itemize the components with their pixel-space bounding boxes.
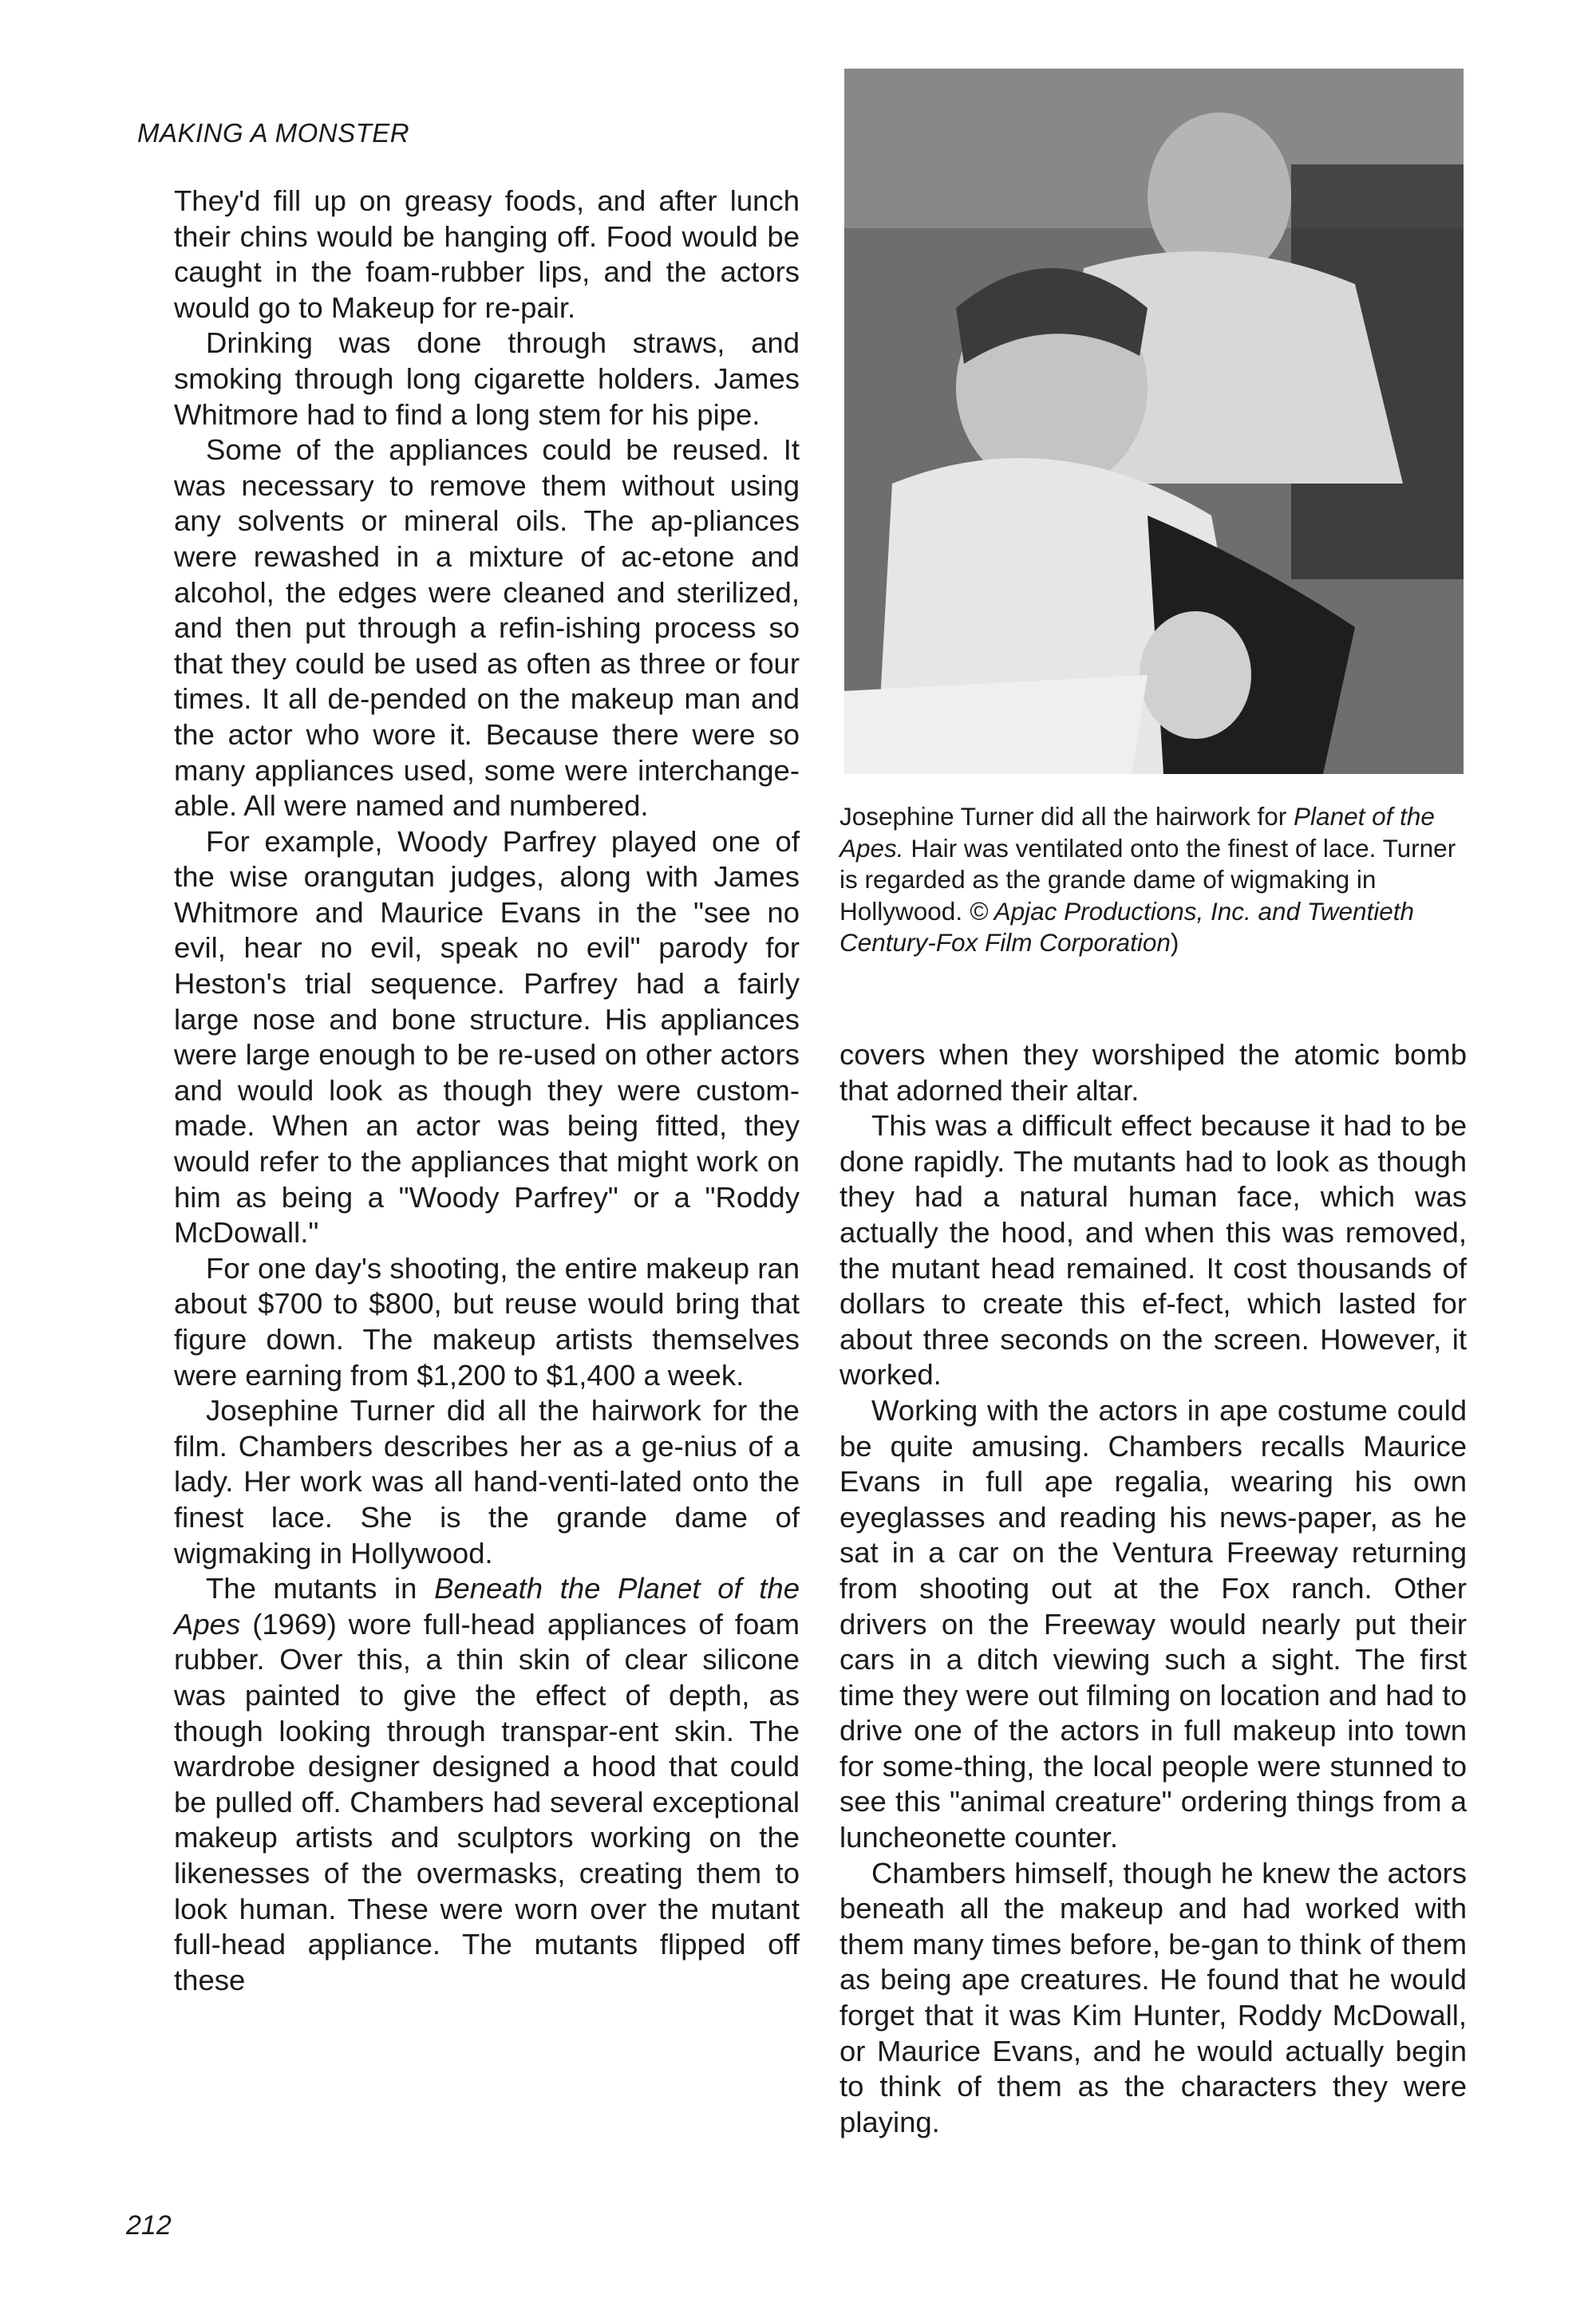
caption-text: Josephine Turner did all the hairwork for xyxy=(839,802,1294,831)
paragraph: This was a difficult effect because it had to be done rapidly. The mutants had to look as though they had a natural human face, which was actually the hood, and when this was removed, the mutant head remained. It cost thousands of dollars to create this ef-fect, which lasted for about three seconds on the screen. However, it worked. xyxy=(839,1109,1467,1392)
paragraph: Chambers himself, though he knew the actors beneath all the makeup and had worked with them many times before, be-gan to think of them as being ape creatures. He found that he would forget that it was Kim Hunter, Roddy McDowall, or Maurice Evans, and he would actually begin to think of them as the characters they were playing. xyxy=(839,1856,1467,2138)
paragraph: covers when they worshiped the atomic bomb that adorned their altar. xyxy=(839,1038,1467,1107)
paragraph: For one day's shooting, the entire makeup ran about $700 to $800, but reuse would bring that figure down. The makeup artists themselves were earning from $1,200 to $1,400 a week. xyxy=(174,1251,800,1392)
page-number: 212 xyxy=(126,2210,172,2241)
paragraph-text: The mutants in xyxy=(206,1572,435,1605)
film-title: Beneath the Planet of the Apes xyxy=(174,1572,800,1641)
paragraph: Working with the actors in ape costume could be quite amusing. Chambers recalls Maurice Evans in full ape regalia, wearing his own eyeglasses and reading his news-paper, as he sat in a car on the Ventura Freeway returning from shooting out at the Fox ranch. Other drivers on the Freeway would nearly put their cars in a ditch viewing such a sight. The first time they were out filming on location and had to drive one of the actors in full makeup into town for some-thing, the local people were stunned to see this "animal creature" ordering things from a luncheonette counter. xyxy=(839,1393,1467,1854)
paragraph: For example, Woody Parfrey played one of the wise orangutan judges, along with James Whitmore and Maurice Evans in the "see no evil, hear no evil, speak no evil" parody for Heston's trial sequence. Parfrey had a fairly large nose and bone structure. His appliances were large enough to be re-used on other actors and would look as though they were custom-made. When an actor was being fitted, they would refer to the appliances that might work on him as being a "Woody Parfrey" or a "Roddy McDowall." xyxy=(174,824,800,1250)
right-column xyxy=(839,1037,1467,2140)
caption-text: ) xyxy=(1170,928,1179,957)
running-head: MAKING A MONSTER xyxy=(137,118,410,148)
photo-caption xyxy=(839,801,1470,959)
caption-film-title: Planet of the Apes. xyxy=(839,802,1435,863)
paragraph: Drinking was done through straws, and smoking through long cigarette holders. James Whitmore had to find a long stem for his pipe. xyxy=(174,326,800,431)
paragraph-text: (1969) wore full-head appliances of foam rubber. Over this, a thin skin of clear silicone was painted to give the effect of depth, as though looking through transpar-ent skin. The wardrobe designer designed a hood that could be pulled off. Chambers had several exceptional makeup artists and sculptors working on the likenesses of the overmasks, creating them to look human. These were worn over the mutant full-head appliance. The mutants flipped off these xyxy=(174,1607,800,1996)
caption-credit: © Apjac Productions, Inc. and Twentieth Century-Fox Film Corporation xyxy=(839,896,1415,957)
photo-hairwork xyxy=(844,69,1464,774)
paragraph xyxy=(174,1571,800,1998)
paragraph: Josephine Turner did all the hairwork for the film. Chambers describes her as a ge-nius of a lady. Her work was all hand-venti-lated onto the finest lace. She is the grande dame of wigmaking in Hollywood. xyxy=(174,1394,800,1570)
caption-text: Hair was ventilated onto the finest of lace. Turner is regarded as the grande dame of wigmaking in Hollywood. xyxy=(839,833,1456,926)
left-column xyxy=(174,184,800,1998)
photo-illustration xyxy=(844,69,1464,774)
paragraph: Some of the appliances could be reused. It was necessary to remove them without using any solvents or mineral oils. The ap-pliances were rewashed in a mixture of ac-etone and alcohol, the edges were cleaned and sterilized, and then put through a refin-ishing process so that they could be used as often as three or four times. It all de-pended on the makeup man and the actor who wore it. Because there were so many appliances used, some were interchange-able. All were named and numbered. xyxy=(174,433,800,823)
paragraph: They'd fill up on greasy foods, and after lunch their chins would be hanging off. Food would be caught in the foam-rubber lips, and the actors would go to Makeup for re-pair. xyxy=(174,184,800,324)
